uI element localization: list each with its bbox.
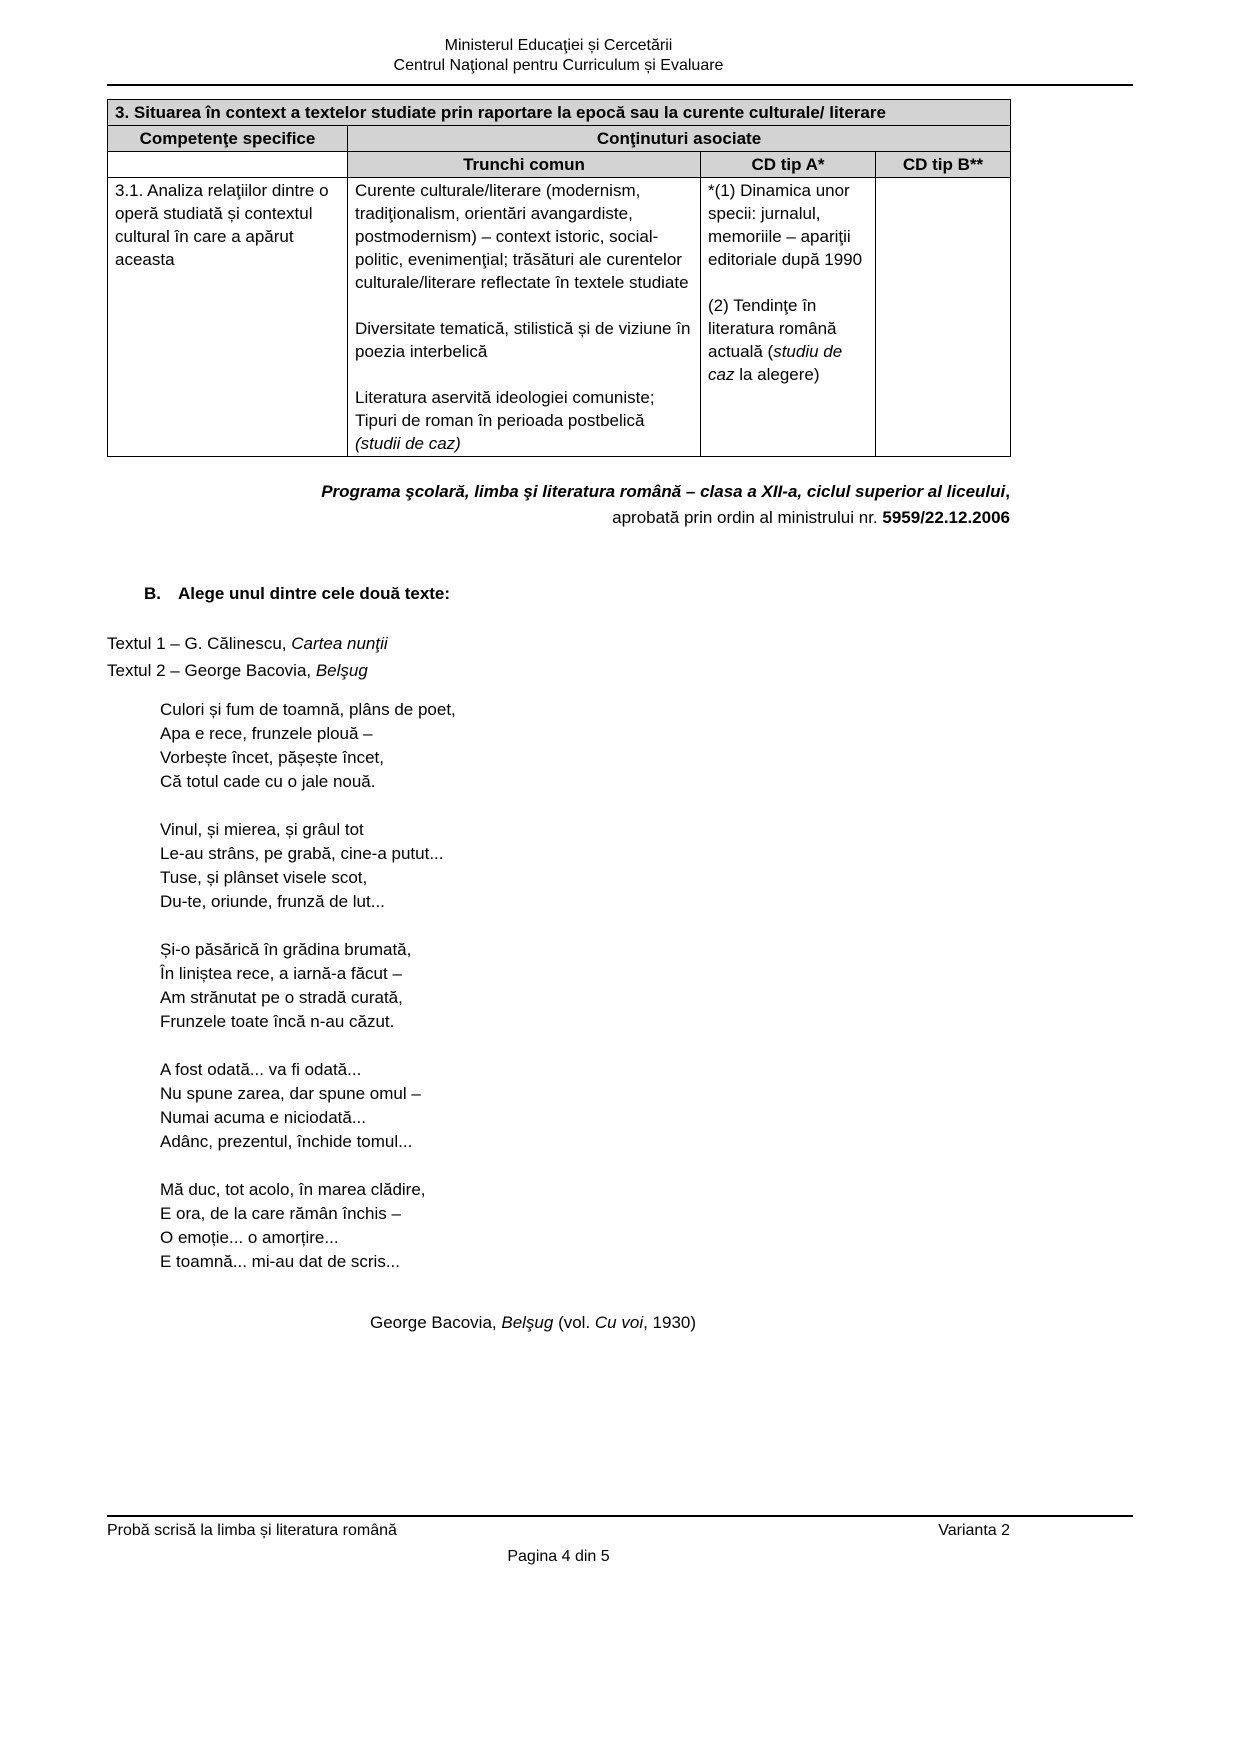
column-header-trunchi-comun: Trunchi comun <box>348 152 701 178</box>
poem-line: Tuse, și plânset visele scot, <box>160 868 368 887</box>
poem-line: Adânc, prezentul, închide tomul... <box>160 1132 413 1151</box>
cd-a-paragraph-2-post: la alegere) <box>734 365 820 384</box>
poem-line: Și-o păsărică în grădina brumată, <box>160 940 412 959</box>
poem-line: Mă duc, tot acolo, în marea clădire, <box>160 1180 426 1199</box>
poem-line: O emoție... o amorțire... <box>160 1228 339 1247</box>
attribution-title: Belşug <box>501 1313 554 1332</box>
text-1-author: Textul 1 – G. Călinescu, <box>107 634 292 653</box>
poem-line: E ora, de la care rămân închis – <box>160 1204 401 1223</box>
competenta-text: 3.1. Analiza relaţiilor dintre o operă studiată și contextul cultural în care a apărut aceasta <box>115 181 329 269</box>
cd-a-paragraph-1: *(1) Dinamica unor specii: jurnalul, memoriile – apariţii editoriale după 1990 <box>708 181 863 269</box>
cd-a-paragraph-2-italic: studiu de caz <box>708 342 843 384</box>
poem-line: Am strănutat pe o stradă curată, <box>160 988 403 1007</box>
trunchi-paragraph-1: Curente culturale/literare (modernism, tradiţionalism, orientări avangardiste, postmodernism) – context istoric, social-politic, evenimenţial; trăsături ale curentelor culturale/literare reflectate în textele studiate <box>355 181 689 292</box>
document-header <box>107 36 1010 76</box>
trunchi-paragraph-3-italic: (studii de caz) <box>355 434 461 453</box>
trunchi-paragraph-2: Diversitate tematică, stilistică și de viziune în poezia interbelică <box>355 319 691 361</box>
table-header-row-sub <box>108 152 1011 178</box>
trunchi-paragraph-3-text: Literatura aservită ideologiei comuniste; Tipuri de roman în perioada postbelică <box>355 388 655 430</box>
poem-line: E toamnă... mi-au dat de scris... <box>160 1252 400 1271</box>
table-section-title: 3. Situarea în context a textelor studiate prin raportare la epocă sau la curente culturale/ literare <box>108 100 1011 126</box>
ministry-title: Ministerul Educaţiei și Cercetării <box>444 37 673 54</box>
text-reference-2 <box>107 657 1133 684</box>
citation-comma: , <box>1005 482 1010 501</box>
cell-competenta <box>108 178 348 457</box>
center-title: Centrul Naţional pentru Curriculum și Evaluare <box>393 57 724 74</box>
poem-stanza-5 <box>160 1178 1133 1274</box>
citation-program-title: Programa şcolară, limba şi literatura română – clasa a XII-a, ciclul superior al liceului <box>321 482 1006 501</box>
text-references <box>107 630 1133 684</box>
footer-row <box>107 1517 1010 1541</box>
cell-cd-tip-b <box>876 178 1011 457</box>
citation-line-2 <box>107 505 1010 531</box>
header-rule <box>107 84 1133 86</box>
text-2-title: Belşug <box>315 661 368 680</box>
poem-stanza-4 <box>160 1058 1133 1154</box>
empty-header-cell <box>108 152 348 178</box>
text-1-title: Cartea nunţii <box>291 634 388 653</box>
attribution-year: , 1930) <box>643 1313 697 1332</box>
text-reference-1 <box>107 630 1133 657</box>
column-header-cd-tip-b: CD tip B** <box>876 152 1011 178</box>
poem-line: Că totul cade cu o jale nouă. <box>160 772 376 791</box>
poem-stanza-3 <box>160 938 1133 1034</box>
text-2-author: Textul 2 – George Bacovia, <box>107 661 316 680</box>
section-b-text: Alege unul dintre cele două texte: <box>178 584 451 603</box>
attribution-volume-title: Cu voi <box>594 1313 644 1332</box>
page-number: Pagina 4 din 5 <box>507 1548 610 1565</box>
table-header-row-main <box>108 126 1011 152</box>
poem-line: Frunzele toate încă n-au căzut. <box>160 1012 395 1031</box>
cd-a-paragraph-2 <box>708 294 868 386</box>
attribution-author: George Bacovia, <box>370 1313 502 1332</box>
poem-line: Du-te, oriunde, frunză de lut... <box>160 892 385 911</box>
document-footer <box>107 1515 1133 1567</box>
poem-line: Culori și fum de toamnă, plâns de poet, <box>160 700 456 719</box>
table-body-row <box>108 178 1011 457</box>
cd-a-paragraph-2-pre: (2) Tendinţe în literatura română actuală ( <box>708 296 837 361</box>
poem-line: Nu spune zarea, dar spune omul – <box>160 1084 421 1103</box>
section-b-heading <box>107 581 1133 606</box>
competencies-table <box>107 99 1011 457</box>
column-header-cd-tip-a: CD tip A* <box>701 152 876 178</box>
citation-approval-text: aprobată prin ordin al ministrului nr. <box>612 508 883 527</box>
poem-line: Le-au strâns, pe grabă, cine-a putut... <box>160 844 444 863</box>
cell-cd-tip-a <box>701 178 876 457</box>
curriculum-citation <box>107 479 1010 531</box>
poem-stanza-1 <box>160 698 1133 794</box>
attribution-volume-prefix: (vol. <box>553 1313 595 1332</box>
table-title-row <box>108 100 1011 126</box>
poem-line: A fost odată... va fi odată... <box>160 1060 362 1079</box>
footer-variant: Varianta 2 <box>938 1522 1010 1539</box>
poem-stanza-2 <box>160 818 1133 914</box>
column-header-continuturi: Conţinuturi asociate <box>348 126 1011 152</box>
citation-line-1 <box>107 479 1010 505</box>
footer-exam-title: Probă scrisă la limba și literatura română <box>107 1522 397 1539</box>
citation-order-number: 5959/22.12.2006 <box>882 508 1010 527</box>
poem-belsug <box>107 698 1133 1298</box>
poem-line: Numai acuma e niciodată... <box>160 1108 366 1127</box>
poem-line: Vorbește încet, pășește încet, <box>160 748 384 767</box>
cell-trunchi-comun <box>348 178 701 457</box>
poem-line: Apa e rece, frunzele plouă – <box>160 724 373 743</box>
trunchi-paragraph-3 <box>355 386 693 455</box>
poem-line: În liniștea rece, a iarnă-a făcut – <box>160 964 402 983</box>
poem-line: Vinul, și mierea, și grâul tot <box>160 820 364 839</box>
column-header-competente: Competenţe specifice <box>108 126 348 152</box>
section-b-label: B. <box>144 584 161 603</box>
poem-attribution <box>107 1310 1133 1335</box>
